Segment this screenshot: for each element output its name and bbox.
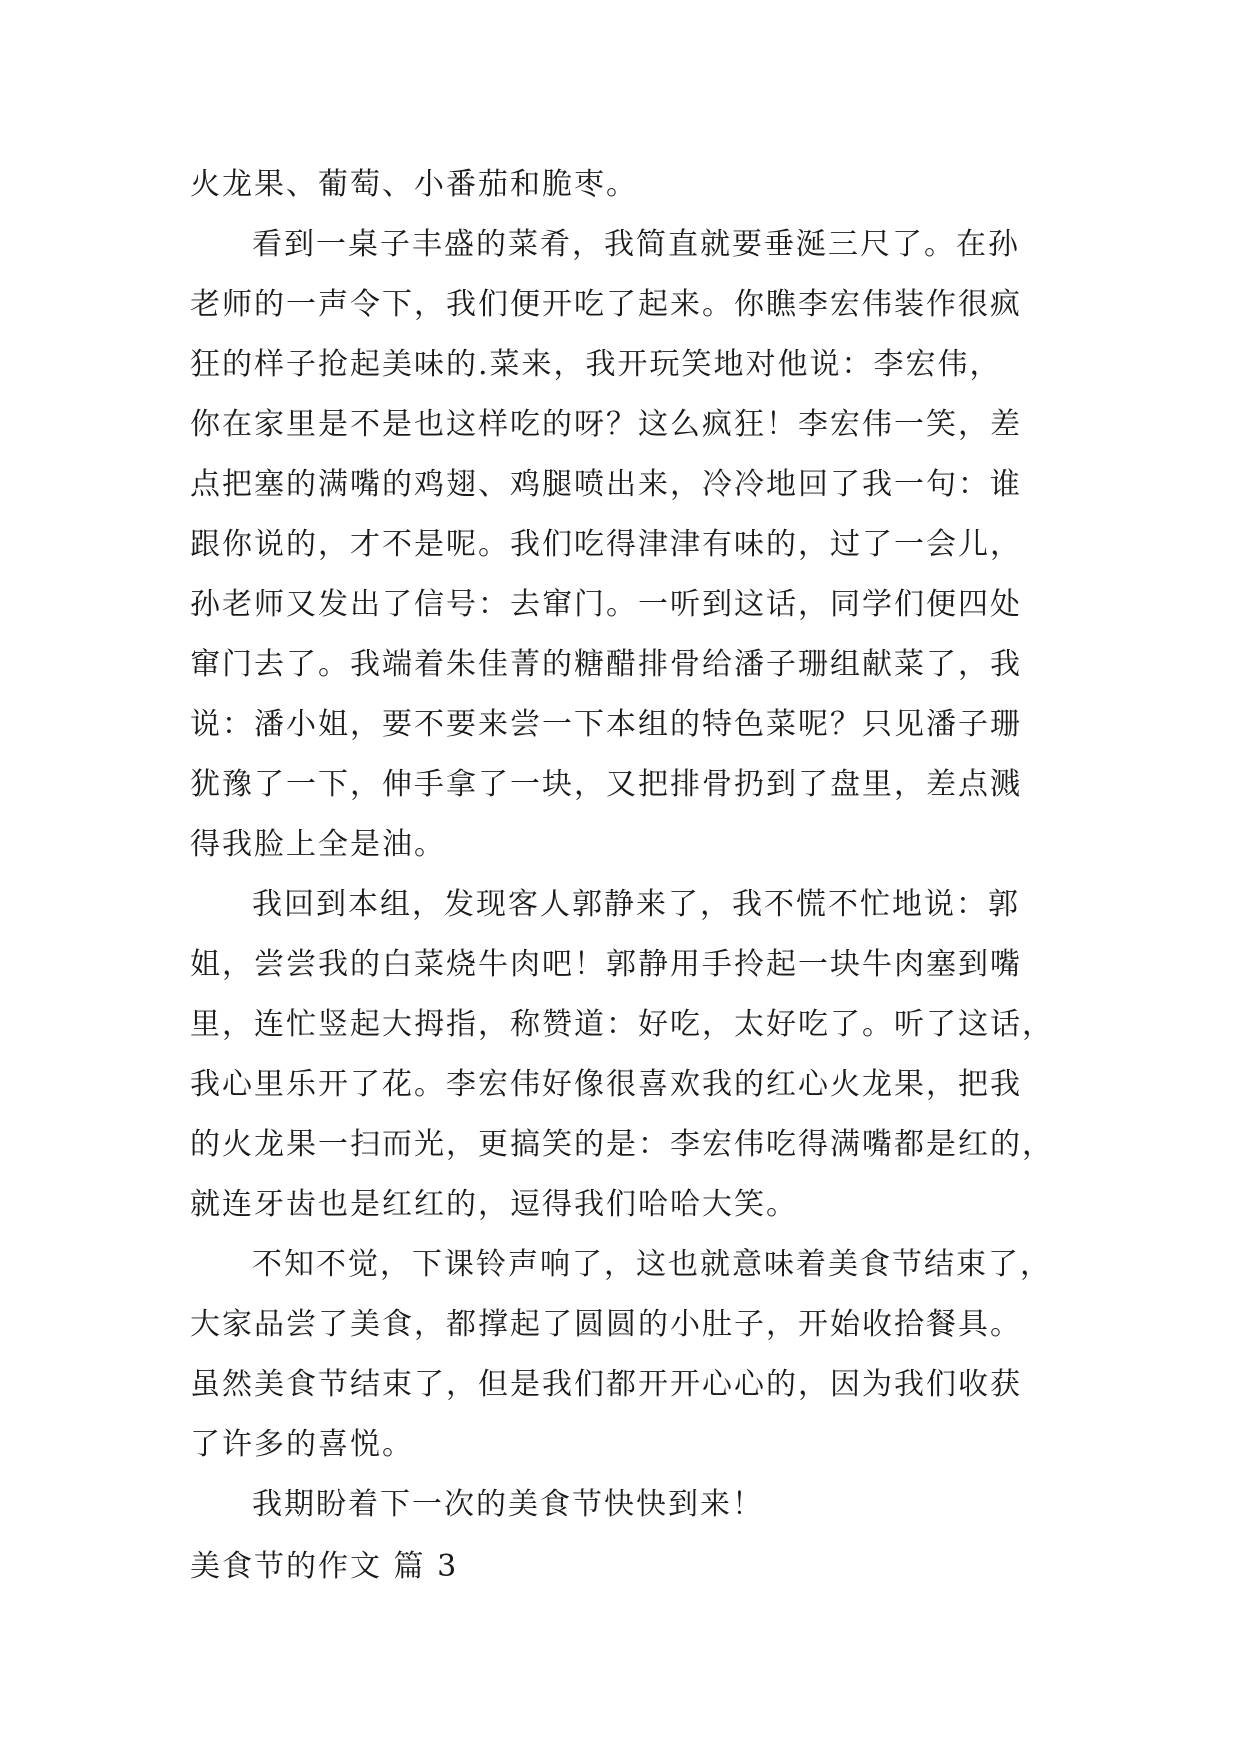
text-line: 了许多的喜悦。 bbox=[190, 1427, 414, 1462]
text-line: 窜门去了。我端着朱佳菁的糖醋排骨给潘子珊组献菜了，我 bbox=[190, 647, 1022, 682]
document-body bbox=[190, 155, 1060, 1597]
text-line: 大家品尝了美食，都撑起了圆圆的小肚子，开始收拾餐具。 bbox=[190, 1307, 1022, 1342]
text-line: 火龙果、葡萄、小番茄和脆枣。 bbox=[190, 167, 638, 202]
text-line: 跟你说的，才不是呢。我们吃得津津有味的，过了一会儿， bbox=[190, 527, 1022, 562]
text-line: 姐，尝尝我的白菜烧牛肉吧！郭静用手拎起一块牛肉塞到嘴 bbox=[190, 947, 1022, 982]
text-line: 虽然美食节结束了，但是我们都开开心心的，因为我们收获 bbox=[190, 1367, 1022, 1402]
text-line: 看到一桌子丰盛的菜肴，我简直就要垂涎三尺了。在孙 bbox=[252, 227, 1020, 262]
text-line: 老师的一声令下，我们便开吃了起来。你瞧李宏伟装作很疯 bbox=[190, 287, 1022, 322]
text-line: 得我脸上全是油。 bbox=[190, 827, 446, 862]
text-line: 犹豫了一下，伸手拿了一块，又把排骨扔到了盘里，差点溅 bbox=[190, 767, 1022, 802]
text-line: 不知不觉，下课铃声响了，这也就意味着美食节结束了， bbox=[252, 1247, 1052, 1282]
text-line: 里，连忙竖起大拇指，称赞道：好吃，太好吃了。听了这话， bbox=[190, 1007, 1054, 1042]
text-line: 你在家里是不是也这样吃的呀？这么疯狂！李宏伟一笑，差 bbox=[190, 407, 1022, 442]
section-heading: 美食节的作文 篇 3 bbox=[190, 1549, 459, 1584]
text-line: 说：潘小姐，要不要来尝一下本组的特色菜呢？只见潘子珊 bbox=[190, 707, 1022, 742]
text-line: 我期盼着下一次的美食节快快到来！ bbox=[252, 1487, 764, 1522]
text-line: 点把塞的满嘴的鸡翅、鸡腿喷出来，冷冷地回了我一句：谁 bbox=[190, 467, 1022, 502]
text-line: 狂的样子抢起美味的.菜来，我开玩笑地对他说：李宏伟， bbox=[190, 347, 1002, 382]
text-line: 我心里乐开了花。李宏伟好像很喜欢我的红心火龙果，把我 bbox=[190, 1067, 1022, 1102]
text-line: 就连牙齿也是红红的，逗得我们哈哈大笑。 bbox=[190, 1187, 798, 1222]
text-line: 的火龙果一扫而光，更搞笑的是：李宏伟吃得满嘴都是红的， bbox=[190, 1127, 1054, 1162]
text-line: 孙老师又发出了信号：去窜门。一听到这话，同学们便四处 bbox=[190, 587, 1022, 622]
text-line: 我回到本组，发现客人郭静来了，我不慌不忙地说：郭 bbox=[252, 887, 1020, 922]
